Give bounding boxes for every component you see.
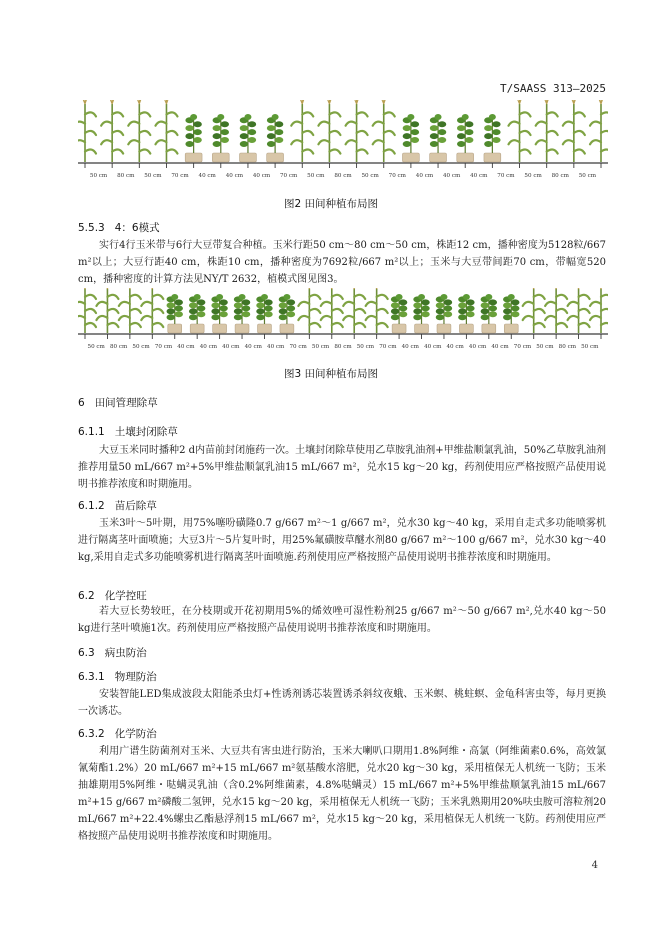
spacing-label: 70 cm [388, 173, 406, 179]
soybean-plant-icon [256, 294, 272, 324]
corn-plant-icon [318, 100, 340, 162]
soybean-plant-icon [403, 114, 419, 153]
spacing-label: 40 cm [491, 344, 509, 350]
section-title: 化学控旺 [104, 590, 147, 602]
corn-plant-icon [366, 288, 388, 333]
corn-plant-icon [509, 100, 531, 162]
corn-plant-icon [568, 288, 590, 333]
soil-pot-icon [484, 153, 501, 162]
corn-plant-icon [590, 100, 608, 162]
corn-plant-icon [536, 100, 558, 162]
section-number: 6.3.1 [78, 671, 105, 683]
section-number: 6.3.2 [78, 728, 105, 740]
section-6-1-1-heading [78, 424, 178, 439]
spacing-label: 70 cm [280, 173, 298, 179]
corn-plant-icon [119, 288, 141, 333]
section-6-3-2-heading [78, 726, 157, 741]
soil-pot-icon [212, 153, 229, 162]
corn-plant-icon [523, 288, 545, 333]
spacing-label: 40 cm [424, 344, 442, 350]
soil-pot-icon [459, 324, 473, 333]
soil-pot-icon [240, 153, 257, 162]
section-6-3-1-heading [78, 669, 157, 684]
corn-plant-icon [545, 288, 567, 333]
section-6-2-body: 若大豆长势较旺，在分枝期或开花初期用5%的烯效唑可湿性粉剂25 g/667 m²～50 g/667 m²,兑水40 kg～50 kg进行茎叶喷施1次。药剂使用应严格按照产品使用说明书推荐浓度和时期施用。 [78, 606, 606, 634]
corn-plant-icon [346, 100, 368, 162]
soybean-plant-icon [240, 114, 256, 153]
section-6-3-heading [78, 645, 147, 660]
soil-pot-icon [258, 324, 272, 333]
standard-number: T/SAASS 313—2025 [500, 82, 606, 95]
spacing-label: 80 cm [551, 173, 569, 179]
soybean-plant-icon [213, 114, 229, 153]
section-title: 物理防治 [114, 671, 157, 683]
figure-3-caption: 图3 田间种植布局图 [283, 368, 379, 380]
section-6-2-heading [78, 588, 147, 603]
soil-pot-icon [392, 324, 406, 333]
soybean-plant-icon [211, 294, 227, 324]
section-title: 病虫防治 [104, 647, 147, 659]
section-number: 6.1.1 [78, 426, 105, 438]
figure-2-planting-layout [78, 100, 608, 185]
spacing-label: 50 cm [311, 344, 330, 350]
spacing-label: 40 cm [446, 344, 464, 350]
soybean-plant-icon [484, 114, 500, 153]
corn-plant-icon [343, 288, 365, 333]
spacing-label: 50 cm [144, 173, 162, 179]
corn-plant-icon [298, 288, 320, 333]
soil-pot-icon [402, 153, 419, 162]
spacing-label: 40 cm [222, 344, 240, 350]
spacing-label: 80 cm [334, 173, 352, 179]
section-number: 6 [78, 397, 85, 409]
soil-pot-icon [504, 324, 518, 333]
soil-pot-icon [190, 324, 204, 333]
soybean-plant-icon [391, 294, 407, 324]
section-title: 化学防治 [114, 728, 157, 740]
soybean-plant-icon [436, 294, 452, 324]
spacing-label: 70 cm [379, 344, 397, 350]
soil-pot-icon [185, 153, 202, 162]
soil-pot-icon [168, 324, 182, 333]
section-number: 6.2 [78, 590, 95, 602]
section-number: 6.3 [78, 647, 95, 659]
spacing-label: 80 cm [109, 344, 128, 350]
spacing-label: 50 cm [307, 173, 325, 179]
soybean-plant-icon [458, 294, 474, 324]
spacing-label: 40 cm [225, 173, 244, 179]
spacing-label: 70 cm [154, 344, 173, 350]
soil-pot-icon [415, 324, 429, 333]
soil-pot-icon [437, 324, 451, 333]
spacing-label: 50 cm [524, 173, 542, 179]
spacing-label: 40 cm [177, 344, 195, 350]
soybean-plant-icon [481, 294, 497, 324]
soil-pot-icon [457, 153, 474, 162]
spacing-label: 80 cm [334, 344, 352, 350]
spacing-label: 40 cm [199, 344, 218, 350]
soybean-plant-icon [457, 114, 473, 153]
soybean-plant-icon [234, 294, 250, 324]
section-6-1-1-body: 大豆玉米同时播种2 d内苗前封闭施药一次。土壤封闭除草使用乙草胺乳油剂+甲维盐顺氯乳油，50%乙草胺乳油剂推荐用量50 mL/667 m²+5%甲维盐顺氯乳油15 mL/667 m²，兑水15 kg～20 kg，药剂使用应严格按照产品使用说明书推荐浓度和时期施用。 [78, 445, 606, 490]
section-title: 苗后除草 [114, 500, 157, 512]
soybean-plant-icon [189, 294, 205, 324]
soybean-plant-icon [185, 114, 201, 153]
spacing-label: 70 cm [289, 344, 307, 350]
figure-3-planting-layout [78, 288, 608, 356]
section-title: 4：6模式 [114, 222, 160, 234]
corn-plant-icon [96, 288, 118, 333]
spacing-label: 50 cm [87, 344, 105, 350]
spacing-label: 40 cm [244, 344, 262, 350]
spacing-label: 40 cm [442, 173, 461, 179]
corn-plant-icon [373, 100, 395, 162]
soil-pot-icon [235, 324, 249, 333]
soybean-plant-icon [267, 114, 283, 153]
spacing-label: 50 cm [578, 173, 597, 179]
corn-plant-icon [321, 288, 343, 333]
section-6-1-2-body: 玉米3叶～5叶期，用75%噻吩磺隆0.7 g/667 m²～1 g/667 m²，兑水30 kg～40 kg，采用自走式多功能喷雾机进行隔离茎叶面喷施；大豆3片～5片复叶时，用25%氟磺胺草醚水剂80 g/667 m²～100 g/667 m²，兑水30 kg～40 kg,采用自走式多功能喷雾机进行隔离茎叶面喷施.药剂使用应严格按照产品使用说明书推荐浓度和时期施用。 [78, 518, 606, 563]
spacing-label: 70 cm [171, 173, 189, 179]
spacing-label: 50 cm [356, 344, 375, 350]
spacing-label: 40 cm [267, 344, 285, 350]
spacing-label: 50 cm [581, 344, 599, 350]
spacing-label: 40 cm [468, 344, 487, 350]
section-title: 田间管理除草 [94, 397, 158, 409]
spacing-label: 40 cm [415, 173, 434, 179]
section-5-5-3-body: 实行4行玉米带与6行大豆带复合种植。玉米行距50 cm～80 cm～50 cm，株距12 cm，播种密度为5128粒/667 m²以上；大豆行距40 cm，株距10 cm，播种密度为7692粒/667 m²以上；玉米与大豆带间距70 cm，带幅宽520 cm，播种密度的计算方法见NY/T 2632，植模式图见图3。 [78, 240, 606, 285]
spacing-label: 40 cm [198, 173, 216, 179]
figure-2-caption: 图2 田间种植布局图 [283, 198, 379, 210]
corn-plant-icon [563, 100, 585, 162]
soybean-plant-icon [430, 114, 446, 153]
page-number: 4 [591, 860, 598, 871]
soil-pot-icon [213, 324, 227, 333]
spacing-label: 80 cm [558, 344, 577, 350]
corn-plant-icon [141, 288, 163, 333]
spacing-label: 40 cm [252, 173, 271, 179]
corn-plant-icon [128, 100, 150, 162]
section-number: 5.5.3 [78, 222, 105, 234]
corn-plant-icon [78, 100, 96, 162]
figure-3-drawing [78, 288, 608, 356]
soybean-plant-icon [279, 294, 295, 324]
spacing-label: 70 cm [497, 173, 515, 179]
spacing-label: 80 cm [117, 173, 135, 179]
soil-pot-icon [267, 153, 284, 162]
figure-2-drawing [78, 100, 608, 185]
spacing-label: 70 cm [513, 344, 532, 350]
spacing-label: 50 cm [132, 344, 150, 350]
corn-plant-icon [590, 288, 608, 333]
section-6-3-1-body: 安装智能LED集成波段太阳能杀虫灯+性诱剂诱芯装置诱杀斜纹夜蛾、玉米螟、桃蛀螟、金龟科害虫等，每月更换一次诱芯。 [78, 689, 606, 717]
spacing-label: 40 cm [470, 173, 488, 179]
spacing-label: 40 cm [401, 344, 419, 350]
corn-plant-icon [155, 100, 177, 162]
soil-pot-icon [482, 324, 496, 333]
corn-plant-icon [101, 100, 123, 162]
soil-pot-icon [430, 153, 447, 162]
section-number: 6.1.2 [78, 500, 105, 512]
soil-pot-icon [280, 324, 294, 333]
section-6-heading [78, 395, 158, 410]
soybean-plant-icon [413, 294, 429, 324]
corn-plant-icon [291, 100, 313, 162]
section-6-3-2-body: 利用广谱生防菌剂对玉米、大豆共有害虫进行防治，玉米大喇叭口期用1.8%阿维・高氯（阿维菌素0.6%，高效氯氰菊酯1.2%）20 mL/667 m²+15 mL/667 m²氨基酸水溶肥，兑水20 kg～30 kg，采用植保无人机统一飞防；玉米抽雄期用5%阿维・哒螨灵乳油（含0.2%阿维菌素，4.8%哒螨灵）15 mL/667 m²+5%甲维盐顺氯乳油15 mL/667 m²+15 g/667 m²磷酸二氢钾，兑水15 kg～20 kg，采用植保无人机统一飞防；玉米乳熟期用20%呋虫胺可溶粒剂20 mL/667 m²+22.4%螺虫乙酯悬浮剂15 mL/667 m²，兑水15 kg～20 kg，采用植保无人机统一飞防。药剂使用应严格按照产品使用说明书推荐浓度和时期施用。 [78, 746, 606, 842]
spacing-label: 50 cm [89, 173, 108, 179]
spacing-label: 50 cm [361, 173, 379, 179]
section-5-5-3-heading [78, 220, 160, 235]
section-6-1-2-heading [78, 498, 157, 513]
spacing-label: 50 cm [536, 344, 554, 350]
section-title: 土壤封闭除草 [114, 426, 178, 438]
soybean-plant-icon [503, 294, 519, 324]
corn-plant-icon [78, 288, 96, 333]
soybean-plant-icon [167, 294, 183, 324]
